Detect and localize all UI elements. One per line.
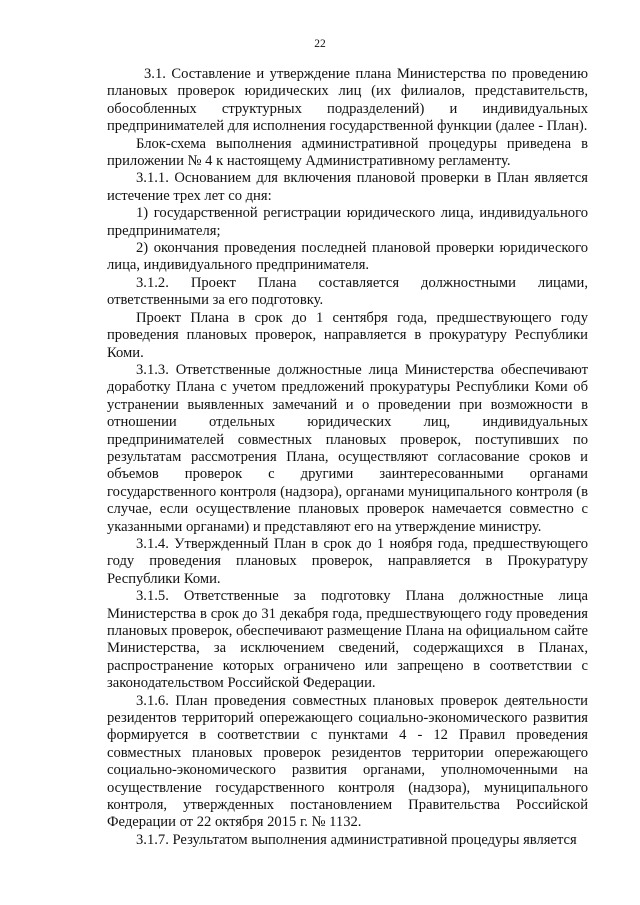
paragraph-3-1-2: 3.1.2. Проект Плана составляется должностными лицами, ответственными за его подготовку. (107, 274, 588, 309)
paragraph-3-1-4: 3.1.4. Утвержденный План в срок до 1 ноября года, предшествующего году проведения плановых проверок, направляется в Прокуратуру Республики Коми. (107, 535, 588, 587)
page-number: 22 (314, 38, 326, 50)
paragraph-3-1-7: 3.1.7. Результатом выполнения административной процедуры является (136, 831, 577, 848)
paragraph-3-1: 3.1. Составление и утверждение плана Министерства по проведению плановых проверок юридических лиц (их филиалов, представительств, обособленных структурных подразделений) и индивидуальных предпринимателей для исполнения государственной функции (далее - План). (107, 66, 588, 135)
paragraph-plan-deadline: Проект Плана в срок до 1 сентября года, предшествующего году проведения плановых проверок, направляется в прокуратуру Республики Коми. (107, 309, 588, 361)
list-item-2: 2) окончания проведения последней плановой проверки юридического лица, индивидуального предпринимателя. (107, 240, 588, 274)
paragraph-3-1-6: 3.1.6. План проведения совместных плановых проверок деятельности резидентов территорий опережающего социально-экономического развития формируется в соответствии с пунктами 4 - 12 Правил проведения совместных плановых проверок резидентов территории опережающего социально-экономического развития органами, уполномоченными на осуществление государственного контроля (надзора), муниципального контроля, утвержденных постановлением Правительства Российской Федерации от 22 октября 2015 г. № 1132. (107, 692, 588, 831)
paragraph-3-1-1: 3.1.1. Основанием для включения плановой проверки в План является истечение трех лет со дня: (107, 170, 588, 204)
document-body (107, 66, 588, 849)
paragraph-3-1-3: 3.1.3. Ответственные должностные лица Министерства обеспечивают доработку Плана с учетом предложений прокуратуры Республики Коми об устранении выявленных замечаний и о проведении при возможности в отношении отдельных юридических лиц, индивидуальных предпринимателей совместных плановых проверок, поступивших по результатам рассмотрения Плана, осуществляют согласование сроков и объемов проверок с другими заинтересованными органами государственного контроля (надзора), органами муниципального контроля (в случае, если осуществление плановых проверок намечается совместно с указанными органами) и представляют его на утверждение министру. (107, 361, 588, 535)
paragraph-3-1-5: 3.1.5. Ответственные за подготовку Плана должностные лица Министерства в срок до 31 декабря года, предшествующего году проведения плановых проверок, обеспечивают размещение Плана на официальном сайте Министерства, за исключением сведений, содержащихся в Планах, распространение которых ограничено или запрещено в соответствии с законодательством Российской Федерации. (107, 588, 588, 692)
list-item-1: 1) государственной регистрации юридического лица, индивидуального предпринимателя; (107, 205, 588, 239)
paragraph-block-diagram: Блок-схема выполнения административной процедуры приведена в приложении № 4 к настоящему Административному регламенту. (107, 135, 588, 170)
